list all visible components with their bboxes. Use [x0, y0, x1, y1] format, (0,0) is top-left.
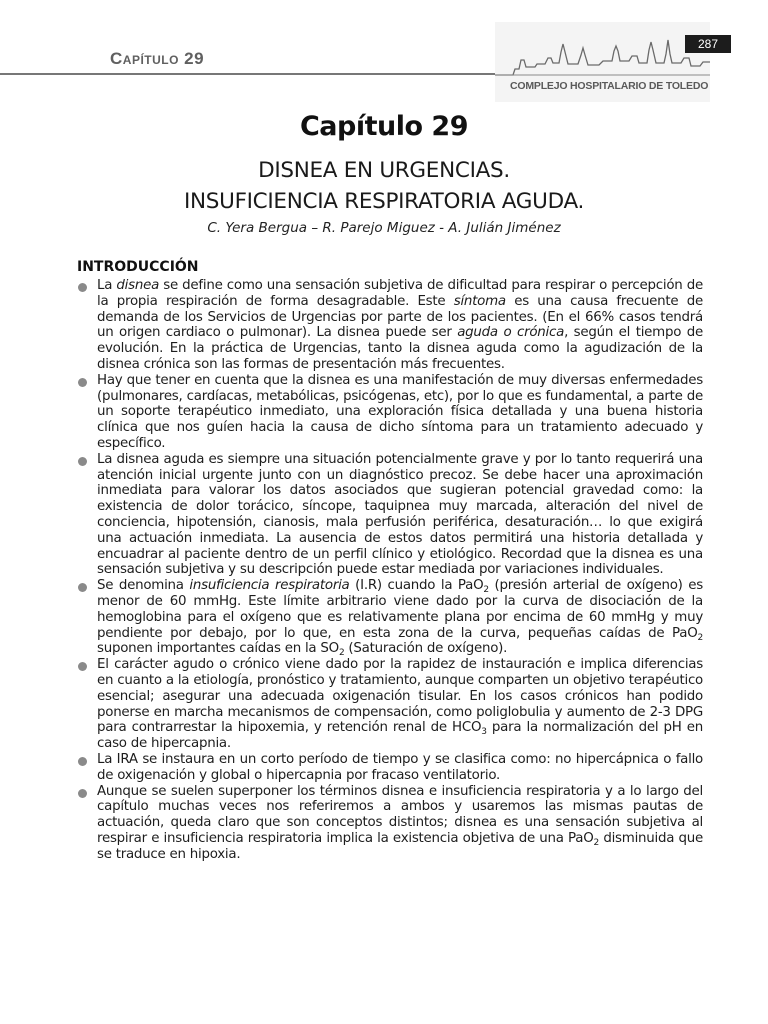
bullet-dot-icon	[78, 789, 87, 798]
text-run: se define como una sensación subjetiva de dificultad para respirar o percepción de la propia respiración de forma desagradable. Este	[97, 278, 703, 309]
bullet-text	[97, 373, 703, 452]
text-run: La	[97, 278, 117, 293]
text-run: (Saturación de oxígeno).	[344, 641, 508, 657]
bullet-text	[97, 784, 703, 863]
text-run: (presión arterial de oxígeno) es menor de 60 mmHg. Este límite arbitrario viene dado por la curva de disociación de la hemoglobina para el oxígeno que es relativamente plana por encima de 60 mmHg y muy pendiente por debajo, por lo que, en esta zona de la curva, pequeñas caídas de PaO	[97, 578, 703, 641]
header-rule	[0, 73, 522, 75]
bullet-dot-icon	[78, 378, 87, 387]
emphasis: síntoma	[453, 293, 506, 309]
section-heading: INTRODUCCIÓN	[77, 259, 199, 275]
text-run: (I.R) cuando la PaO	[349, 578, 484, 594]
bullet-list	[77, 278, 703, 862]
bullet-dot-icon	[78, 757, 87, 766]
text-run: La IRA se instaura en un corto período de tiempo y se clasifica como: no hipercápnica o fallo de oxigenación y global o hipercapnia por fracaso ventilatorio.	[97, 751, 703, 783]
bullet-text	[97, 278, 703, 373]
bullet-text	[97, 657, 703, 752]
text-run: para la normalización del pH en caso de hipercapnia.	[97, 720, 703, 752]
subscript: 2	[483, 585, 489, 596]
bullet-dot-icon	[78, 583, 87, 592]
list-item	[77, 657, 703, 752]
subscript: 2	[338, 648, 345, 659]
text-run: La disnea aguda es siempre una situación potencialmente grave y por lo tanto requerirá una atención inicial urgente junto con un diagnóstico precoz. Se debe hacer una aproximación inmediata para valorar los datos asociados que sugieran potencial gravedad como: la existencia de dolor torácico, síncope, taquipnea muy marcada, alteración del nivel de conciencia, hipotensión, cianosis, mala perfusión periférica, desaturación… lo que exigirá una actuación inmediata. La ausencia de estos datos permitirá una historia detallada y encuadrar al paciente dentro de un perfil clínico y etiológico. Recordad que la disnea es una sensación subjetiva y su descripción puede estar mediada por variaciones individuales.	[97, 451, 703, 578]
chapter-authors: C. Yera Bergua – R. Parejo Miguez - A. Julián Jiménez	[207, 220, 561, 236]
text-run: suponen importantes caídas en la SO	[97, 641, 339, 657]
bullet-text	[97, 452, 703, 578]
text-run: Hay que tener en cuenta que la disnea es una manifestación de muy diversas enfermedades (pulmonares, cardíacas, metabólicas, psicógenas, etc), por lo que es fundamental, a parte de un soporte terapéutico inmediato, una exploración física detallada y una buena historia clínica que nos guíen hacia la causa de dicho síntoma para un tratamiento adecuado y específico.	[97, 372, 703, 451]
text-run: , según el tiempo de evolución. En la práctica de Urgencias, tanto la disnea aguda como la agudización de la disnea crónica son las formas de presentación más frecuentes.	[97, 325, 703, 372]
text-run: El carácter agudo o crónico viene dado por la rapidez de instauración e implica diferencias en cuanto a la etiología, pronóstico y tratamiento, aunque comparten un objetivo terapéutico esencial; asegurar una adecuada oxigenación tisular. En los casos crónicos han podido ponerse en marcha mecanismos de compensación, como poliglobulia y aumento de 2-3 DPG para contrarrestar la hipoxemia, y retención renal de HCO	[97, 657, 703, 736]
subscript: 2	[697, 632, 703, 643]
list-item	[77, 752, 703, 784]
text-run: es una causa frecuente de demanda de los Servicios de Urgencias por parte de los pacientes. (En el 66% casos tendrá un origen cardiaco o pulmonar). La disnea puede ser	[97, 293, 703, 341]
hospital-name: COMPLEJO HOSPITALARIO DE TOLEDO	[510, 80, 709, 92]
text-run: Se denomina	[97, 578, 190, 594]
text-run: disminuida que se traduce en hipoxia.	[97, 830, 703, 862]
list-item	[77, 452, 703, 578]
subscript: 2	[593, 837, 599, 848]
list-item	[77, 278, 703, 373]
list-item	[77, 784, 703, 863]
chapter-heading: Capítulo 29	[299, 111, 469, 142]
emphasis: disnea	[116, 278, 160, 293]
chapter-title-line-1: DISNEA EN URGENCIAS.	[258, 158, 510, 183]
bullet-text	[97, 578, 703, 657]
bullet-dot-icon	[78, 283, 87, 292]
running-header-chapter: Capítulo 29	[110, 49, 205, 68]
bullet-dot-icon	[78, 662, 87, 671]
text-run: Aunque se suelen superponer los términos disnea e insuficiencia respiratoria y a lo largo del capítulo muchas veces nos referiremos a ambos y usaremos las mismas pautas de actuación, queda claro que son conceptos distintos; disnea es una sensación subjetiva al respirar e insuficiencia respiratoria implica la existencia objetiva de una PaO	[97, 783, 703, 846]
subscript: 3	[481, 727, 487, 738]
bullet-dot-icon	[78, 457, 87, 466]
list-item	[77, 373, 703, 452]
chapter-title-line-2: INSUFICIENCIA RESPIRATORIA AGUDA.	[183, 189, 585, 214]
list-item	[77, 578, 703, 657]
emphasis: insuficiencia respiratoria	[189, 578, 350, 594]
page-number: 287	[685, 35, 731, 53]
bullet-text	[97, 752, 703, 784]
emphasis: aguda o crónica	[457, 325, 565, 341]
